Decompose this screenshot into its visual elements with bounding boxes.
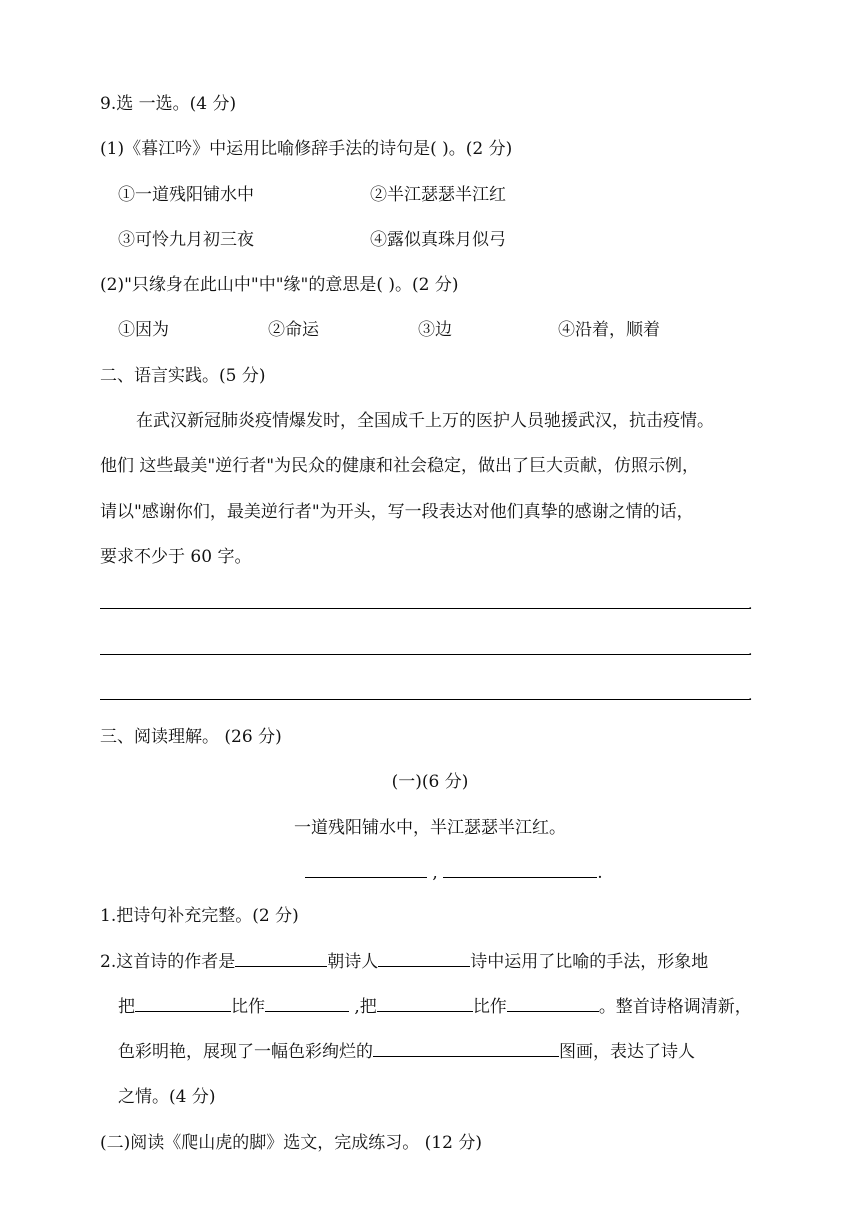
answer-line-end: . (748, 597, 753, 613)
q2-text: 比作 (472, 997, 507, 1017)
section-2-para-line: 他们 这些最美"逆行者"为民众的健康和社会稳定，做出了巨大贡献，仿照示例， (100, 456, 700, 476)
q9-2-option-3: ③边 (418, 320, 452, 340)
section-2-para-line: 在武汉新冠肺炎疫情爆发时，全国成千上万的医护人员驰援武汉，抗击疫情。 (136, 411, 714, 431)
answer-line-end: . (748, 688, 753, 704)
section-3-heading: 三、阅读理解。 (26 分) (100, 727, 282, 747)
q2-text: 色彩明艳，展现了一幅色彩绚烂的 (118, 1042, 373, 1062)
question-2-line-1 (100, 950, 708, 974)
poem-end: . (597, 863, 603, 883)
q2-text: 朝诗人 (327, 952, 379, 972)
q9-2-option-1: ①因为 (118, 320, 169, 340)
answer-line[interactable] (100, 654, 751, 655)
question-1: 1.把诗句补充完整。(2 分) (100, 906, 299, 926)
poem-fill-line (305, 861, 603, 885)
q9-1-option-1: ①一道残阳铺水中 (118, 185, 254, 205)
q2-text: 比作 (231, 997, 265, 1017)
q2-text: 。整首诗格调清新， (598, 997, 752, 1017)
answer-line-end: . (748, 643, 753, 659)
q9-2-option-4: ④沿着，顺着 (558, 320, 660, 340)
author-dynasty-blank[interactable] (235, 950, 327, 967)
poem-separator: , (432, 863, 438, 883)
question-9-title: 9.选 一选。(4 分) (100, 94, 237, 114)
part-1-title: (一)(6 分) (391, 772, 469, 792)
answer-line[interactable] (100, 608, 751, 609)
section-2-para-line: 要求不少于 60 字。 (100, 547, 252, 567)
section-2-heading: 二、语言实践。(5 分) (100, 366, 266, 386)
scene-blank[interactable] (373, 1040, 559, 1057)
author-name-blank[interactable] (378, 950, 470, 967)
metaphor-blank-1[interactable] (135, 995, 231, 1012)
poem-line: 一道残阳铺水中，半江瑟瑟半江红。 (294, 818, 566, 838)
q2-text: ,把 (349, 997, 377, 1017)
question-2-line-3 (118, 1040, 695, 1064)
q2-text: 把 (118, 997, 135, 1017)
metaphor-blank-2[interactable] (265, 995, 349, 1012)
q2-text: 诗中运用了比喻的手法，形象地 (470, 952, 709, 972)
q2-text: 2.这首诗的作者是 (100, 952, 236, 972)
q9-2-option-2: ②命运 (268, 320, 319, 340)
question-2-line-4: 之情。(4 分) (118, 1087, 216, 1107)
q9-1-option-2: ②半江瑟瑟半江红 (370, 185, 506, 205)
poem-blank-2[interactable] (443, 861, 597, 878)
question-9-1: (1)《暮江吟》中运用比喻修辞手法的诗句是( )。(2 分) (100, 139, 513, 159)
metaphor-blank-3[interactable] (377, 995, 473, 1012)
poem-blank-1[interactable] (305, 861, 427, 878)
answer-line[interactable] (100, 699, 751, 700)
q9-1-option-3: ③可怜九月初三夜 (118, 230, 254, 250)
part-2-title: (二)阅读《爬山虎的脚》选文，完成练习。 (12 分) (100, 1133, 482, 1153)
metaphor-blank-4[interactable] (507, 995, 599, 1012)
question-9-2: (2)"只缘身在此山中"中"缘"的意思是( )。(2 分) (100, 275, 459, 295)
question-2-line-2 (118, 995, 752, 1019)
section-2-para-line: 请以"感谢你们，最美逆行者"为开头，写一段表达对他们真挚的感谢之情的话， (100, 502, 694, 522)
q9-1-option-4: ④露似真珠月似弓 (370, 230, 506, 250)
q2-text: 图画，表达了诗人 (559, 1042, 695, 1062)
